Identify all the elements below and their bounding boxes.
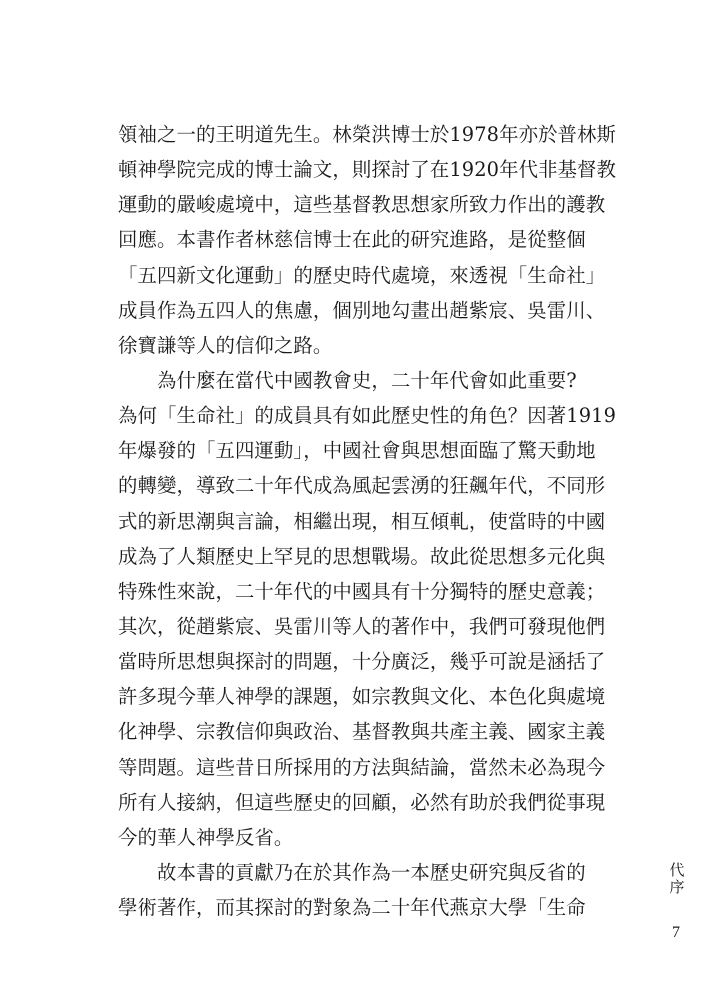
section-side-label: 代 序 <box>669 861 685 896</box>
text-line: 化神學、宗教信仰與政治、基督教與共產主義、國家主義 <box>118 720 606 744</box>
page-number: 7 <box>672 924 680 941</box>
text-line: 式的新思潮與言論，相繼出現，相互傾軋，使當時的中國 <box>118 509 606 533</box>
text-line: 今的華人神學反省。 <box>118 825 294 849</box>
text-line: 年爆發的「五四運動」，中國社會與思想面臨了驚天動地 <box>118 439 596 463</box>
page-body-text <box>118 117 617 925</box>
text-line: 特殊性來說，二十年代的中國具有十分獨特的歷史意義； <box>118 579 606 603</box>
text-line: 成員作為五四人的焦慮，個別地勾畫出趙紫宸、吳雷川、 <box>118 298 606 322</box>
text-line: 其次，從趙紫宸、吳雷川等人的著作中，我們可發現他們 <box>118 614 606 638</box>
text-line: 許多現今華人神學的課題，如宗教與文化、本色化與處境 <box>118 685 606 709</box>
text-line: 等問題。這些昔日所採用的方法與結論，當然未必為現今 <box>118 755 606 779</box>
text-line: 為何「生命社」的成員具有如此歷史性的角色？因著1919 <box>118 404 617 428</box>
text-line: 所有人接納，但這些歷史的回顧，必然有助於我們從事現 <box>118 790 606 814</box>
text-line: 學術著作，而其探討的對象為二十年代燕京大學「生命 <box>118 896 586 920</box>
text-line: 的轉變，導致二十年代成為風起雲湧的狂飆年代，不同形 <box>118 474 606 498</box>
text-line: 為什麼在當代中國教會史，二十年代會如此重要? <box>118 368 577 392</box>
text-line: 運動的嚴峻處境中，這些基督教思想家所致力作出的護教 <box>118 193 606 217</box>
text-line: 徐寶謙等人的信仰之路。 <box>118 333 333 357</box>
text-line: 成為了人類歷史上罕見的思想戰場。故此從思想多元化與 <box>118 544 606 568</box>
text-line: 「五四新文化運動」的歷史時代處境，來透視「生命社」 <box>118 263 606 287</box>
text-line: 當時所思想與探討的問題，十分廣泛，幾乎可說是涵括了 <box>118 650 606 674</box>
text-line: 故本書的貢獻乃在於其作為一本歷史研究與反省的 <box>118 860 586 884</box>
text-line: 回應。本書作者林慈信博士在此的研究進路，是從整個 <box>118 228 586 252</box>
text-line: 領袖之一的王明道先生。林榮洪博士於1978年亦於普林斯 <box>118 123 617 146</box>
text-line: 頓神學院完成的博士論文，則探討了在1920年代非基督教 <box>118 158 617 182</box>
